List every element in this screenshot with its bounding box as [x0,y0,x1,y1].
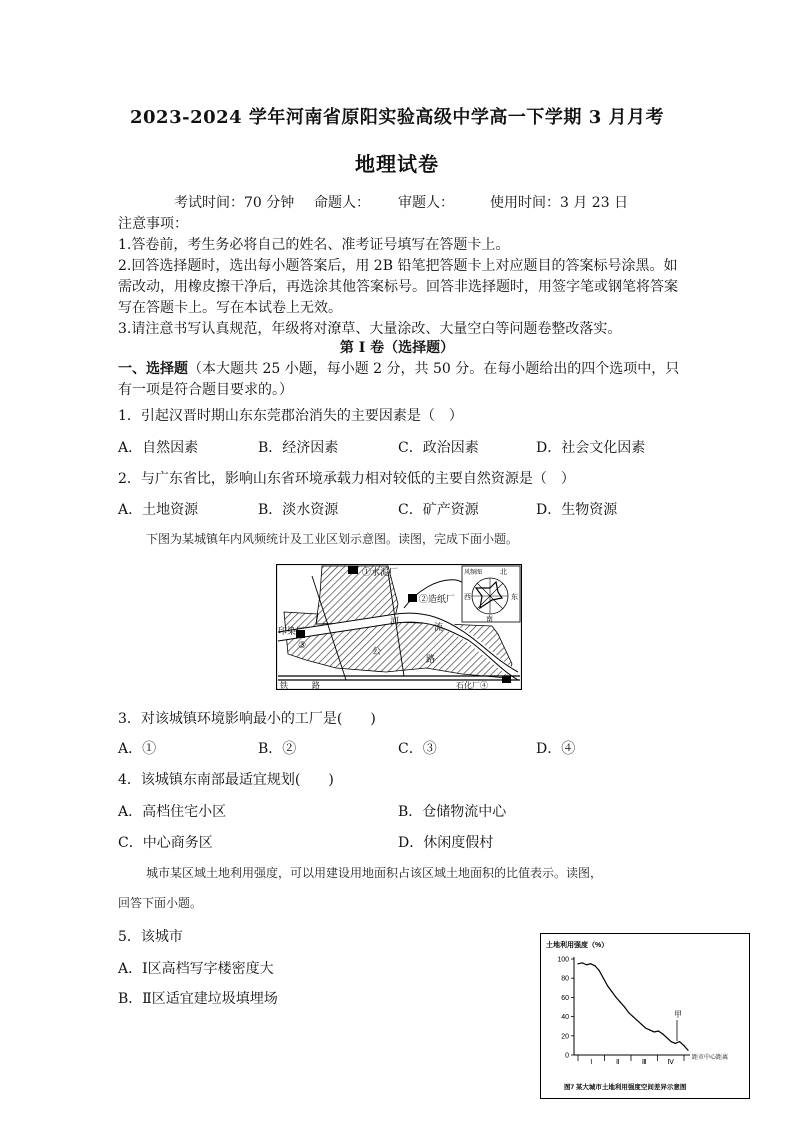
q5-stem: 5．该城市 [118,929,183,945]
notes-heading: 注意事项： [118,216,188,232]
chart-ylabel: 土地利用强度（%） [546,942,609,949]
zone-label: Ⅳ [667,1058,674,1066]
exam-setter: 命题人： [314,195,370,211]
q4-option-c[interactable]: C．中心商务区 [118,835,213,851]
label-wind-rose: 风频图 [464,570,483,576]
data-point [649,1029,650,1030]
note-2: 2.回答选择题时，选出每小题答案后，用 2B 铅笔把答题卡上对应题目的答案标号涂黑。如 [118,258,678,274]
exam-reviewer: 审题人： [398,195,454,211]
data-point [603,978,604,979]
section-heading-bold: 一、选择题 [118,361,188,377]
chart-intro-line2: 回答下面小题。 [118,896,203,910]
data-point [577,963,578,964]
q2-option-a[interactable]: A．土地资源 [118,502,199,518]
y-tick-label: 60 [561,994,569,1002]
petro-factory-marker [502,676,511,683]
data-point [675,1043,676,1044]
note-1: 1.答卷前，考生务必将自己的姓名、准考证号填写在答题卡上。 [118,237,510,253]
chart-xlabel: 距市中心距离 [692,1055,729,1061]
zone-label: Ⅱ [616,1058,620,1066]
q1-option-b[interactable]: B．经济因素 [258,440,339,456]
data-point [628,1012,629,1013]
y-tick-label: 80 [561,975,569,983]
y-tick-label: 40 [561,1014,569,1022]
section-title: 第 I 卷（选择题） [339,340,455,356]
q5-option-b[interactable]: B．Ⅱ区适宜建垃圾填埋场 [118,991,278,1007]
data-point [658,1030,659,1031]
data-point [607,985,608,986]
q2-option-c[interactable]: C．矿产资源 [398,502,479,518]
label-factory-3: ③ [298,640,307,650]
data-point [586,964,587,965]
data-point [599,970,600,971]
label-river-1: 河 [390,616,400,626]
data-point [594,965,595,966]
data-point [632,1016,633,1017]
paper-factory-marker [408,594,417,602]
y-tick-label: 0 [565,1052,569,1060]
q1-option-c[interactable]: C．政治因素 [398,440,479,456]
q1-stem: 1．引起汉晋时期山东东莞郡治消失的主要因素是（ ） [118,408,463,424]
data-point [666,1037,667,1038]
q3-option-d[interactable]: D．④ [536,741,576,757]
q4-stem: 4．该城镇东南部最适宜规划( ) [118,772,334,788]
section-heading [118,358,679,378]
cement-factory-marker [348,566,358,574]
exam-time: 考试时间：70 分钟 [174,195,295,211]
q4-option-b[interactable]: B．仓储物流中心 [398,804,507,820]
data-point [654,1031,655,1032]
label-printing: 印染厂 [278,626,306,636]
q2-option-d[interactable]: D．生物资源 [536,502,618,518]
note-3: 3.请注意书写认真规范，年级将对潦草、大量涂改、大量空白等问题卷整改落实。 [118,321,622,337]
data-point [582,962,583,963]
y-tick-label: 100 [557,956,569,964]
chart-intro-line1: 城市某区域土地利用强度，可以用建设用地面积占该区域土地面积的比值表示。读图， [146,866,603,880]
q3-option-c[interactable]: C．③ [398,741,437,757]
label-paper: ②造纸厂 [419,594,456,604]
q3-stem: 3．对该城镇环境影响最小的工厂是( ) [118,711,376,727]
data-point [624,1006,625,1007]
label-petro: 石化厂④ [456,681,488,690]
q2-stem: 2．与广东省比，影响山东省环境承载力相对较低的主要自然资源是（ ） [118,471,575,487]
exam-title: 2023-2024 学年河南省原阳实验高级中学高一下学期 3 月月考 [130,107,664,128]
label-south: 南 [486,616,493,623]
note-2-cont: 需改动，用橡皮擦干净后，再选涂其他答案标号。回答非选择题时，用签字笔或钢笔将答案 [118,279,678,295]
q4-option-d[interactable]: D．休闲度假村 [398,835,494,851]
data-point [620,1002,621,1003]
section-heading-rest: （本大题共 25 小题，每小题 2 分，共 50 分。在每小题给出的四个选项中，只 [188,361,680,377]
data-point [679,1041,680,1042]
label-north: 北 [500,569,507,576]
data-point [590,963,591,964]
data-point [670,1041,671,1042]
label-road-2: 路 [426,654,436,664]
label-road-1: 公 [372,646,382,656]
zone-label: Ⅰ [590,1058,593,1066]
data-point [645,1028,646,1029]
exam-date: 使用时间：3 月 23 日 [490,195,629,211]
data-point [662,1033,663,1034]
y-tick-label: 20 [561,1033,569,1041]
q1-option-a[interactable]: A．自然因素 [118,440,199,456]
label-east: 东 [511,594,518,601]
data-point [615,997,616,998]
q4-option-a[interactable]: A．高档住宅小区 [118,804,227,820]
label-cement: ①水泥厂 [362,567,399,577]
data-point [637,1020,638,1021]
industrial-map [276,564,522,690]
label-railway: 铁 路 [280,681,320,690]
section-heading-line2: 有一项是符合题目要求的。） [118,382,293,398]
q1-option-d[interactable]: D．社会文化因素 [536,440,646,456]
note-2-cont2: 写在答题卡上。写在本试卷上无效。 [118,300,342,316]
q3-option-a[interactable]: A．① [118,741,157,757]
data-point [687,1050,688,1051]
exam-subject: 地理试卷 [355,152,439,176]
q2-option-b[interactable]: B．淡水资源 [258,502,339,518]
data-point [683,1045,684,1046]
chart-caption: 图7 某大城市土地利用强度空间差异示意图 [564,1084,687,1091]
data-point [611,991,612,992]
q3-option-b[interactable]: B．② [258,741,297,757]
map-intro: 下图为某城镇年内风频统计及工业区划示意图。读图，完成下面小题。 [146,532,519,546]
data-point [641,1024,642,1025]
annotation-jia: 甲 [674,1010,682,1019]
q5-option-a[interactable]: A．Ⅰ区高档写字楼密度大 [118,961,274,977]
label-west: 西 [464,594,471,601]
land-use-chart [540,933,750,1099]
label-river-2: 流 [434,622,444,632]
zone-label: Ⅲ [641,1058,647,1066]
